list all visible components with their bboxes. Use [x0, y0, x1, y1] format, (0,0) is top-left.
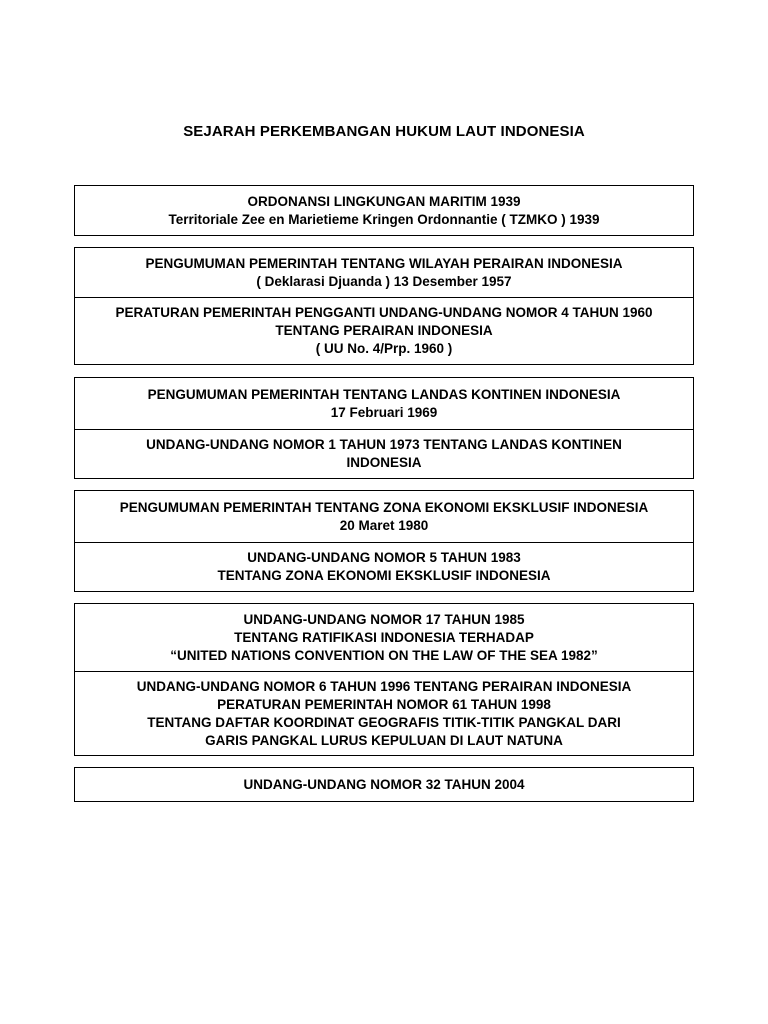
- entry-uu-4-1960: [75, 297, 693, 364]
- entry-line: INDONESIA: [346, 455, 422, 470]
- entry-line: ( UU No. 4/Prp. 1960 ): [315, 341, 453, 356]
- entry-landas-kontinen-1969: [75, 378, 693, 429]
- timeline-group-2004: [74, 767, 694, 802]
- entry-line: PERATURAN PEMERINTAH NOMOR 61 TAHUN 1998: [217, 696, 551, 712]
- entry-zee-1980: [75, 491, 693, 542]
- timeline-group-zee: [74, 490, 694, 592]
- entry-uu-32-2004: [75, 768, 693, 801]
- timeline-group-perairan: [74, 247, 694, 365]
- entry-line: “UNITED NATIONS CONVENTION ON THE LAW OF THE SEA 1982”: [170, 647, 598, 663]
- entry-line: PENGUMUMAN PEMERINTAH TENTANG ZONA EKONOMI EKSKLUSIF INDONESIA: [119, 499, 649, 515]
- entry-line: Territoriale Zee en Marietieme Kringen Ordonnantie ( TZMKO ) 1939: [168, 211, 600, 227]
- entry-line: PERATURAN PEMERINTAH PENGGANTI UNDANG-UNDANG NOMOR 4 TAHUN 1960: [115, 305, 653, 320]
- entry-line: TENTANG DAFTAR KOORDINAT GEOGRAFIS TITIK-TITIK PANGKAL DARI: [147, 714, 621, 730]
- entry-uu-5-1983: [75, 542, 693, 591]
- entry-line: PENGUMUMAN PEMERINTAH TENTANG LANDAS KONTINEN INDONESIA: [147, 386, 621, 402]
- entry-line: UNDANG-UNDANG NOMOR 17 TAHUN 1985: [243, 611, 525, 627]
- entry-line: PENGUMUMAN PEMERINTAH TENTANG WILAYAH PERAIRAN INDONESIA: [145, 255, 623, 271]
- timeline-group-1939: [74, 185, 694, 236]
- entry-tzmko-1939: [75, 186, 693, 235]
- entry-line: GARIS PANGKAL LURUS KEPULUAN DI LAUT NATUNA: [205, 732, 563, 748]
- entry-line: UNDANG-UNDANG NOMOR 6 TAHUN 1996 TENTANG PERAIRAN INDONESIA: [136, 678, 632, 694]
- entry-line: TENTANG RATIFIKASI INDONESIA TERHADAP: [234, 629, 534, 645]
- entry-line: UNDANG-UNDANG NOMOR 32 TAHUN 2004: [243, 776, 525, 792]
- entry-uu-6-1996-pp-61-1998: [75, 671, 693, 755]
- entry-line: TENTANG ZONA EKONOMI EKSKLUSIF INDONESIA: [217, 568, 551, 583]
- entry-line: UNDANG-UNDANG NOMOR 5 TAHUN 1983: [247, 550, 521, 565]
- entry-uu-1-1973: [75, 429, 693, 478]
- entry-line: UNDANG-UNDANG NOMOR 1 TAHUN 1973 TENTANG LANDAS KONTINEN: [146, 437, 622, 452]
- entry-line: ( Deklarasi Djuanda ) 13 Desember 1957: [256, 273, 512, 289]
- timeline-group-landas-kontinen: [74, 377, 694, 479]
- entry-line: TENTANG PERAIRAN INDONESIA: [275, 323, 493, 338]
- entry-line: 17 Februari 1969: [330, 404, 438, 420]
- entry-line: 20 Maret 1980: [339, 517, 429, 533]
- entry-line: ORDONANSI LINGKUNGAN MARITIM 1939: [247, 193, 521, 209]
- entry-deklarasi-djuanda: [75, 248, 693, 297]
- entry-uu-17-1985: [75, 604, 693, 671]
- timeline-group-unclos: [74, 603, 694, 756]
- page-title: SEJARAH PERKEMBANGAN HUKUM LAUT INDONESIA: [183, 123, 585, 140]
